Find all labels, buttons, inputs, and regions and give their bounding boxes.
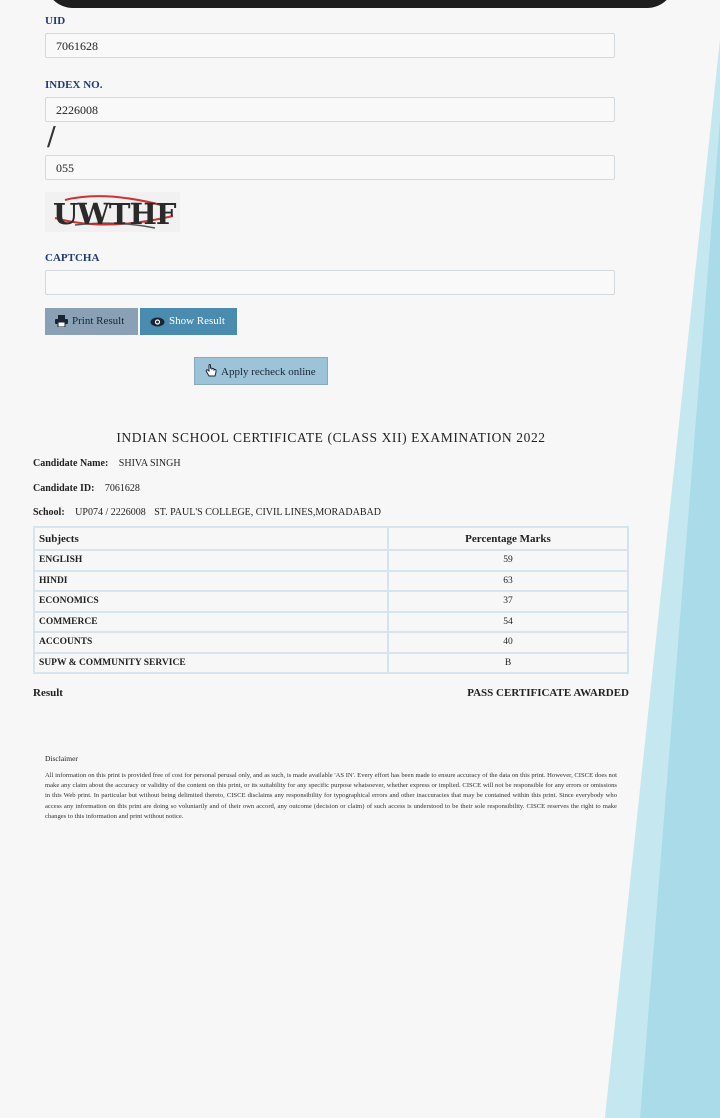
school-name: ST. PAUL'S COLLEGE, CIVIL LINES,MORADABAD xyxy=(154,507,381,518)
result-value: PASS CERTIFICATE AWARDED xyxy=(467,687,629,699)
exam-title: INDIAN SCHOOL CERTIFICATE (CLASS XII) EXAMINATION 2022 xyxy=(116,430,546,445)
candidate-id-row xyxy=(33,483,140,494)
table-row xyxy=(34,653,628,674)
print-result-button[interactable] xyxy=(45,308,138,335)
subject-cell: ECONOMICS xyxy=(34,591,388,612)
table-row xyxy=(34,591,628,612)
school-code: UP074 / 2226008 xyxy=(75,507,146,518)
index-label: INDEX NO. xyxy=(45,79,103,91)
marks-cell: 54 xyxy=(388,612,628,633)
marks-cell: 63 xyxy=(388,571,628,592)
marks-cell: 37 xyxy=(388,591,628,612)
table-row xyxy=(34,571,628,592)
subject-cell: HINDI xyxy=(34,571,388,592)
apply-recheck-button[interactable] xyxy=(194,357,328,385)
candidate-name-value: SHIVA SINGH xyxy=(118,458,181,469)
result-label: Result xyxy=(33,687,63,699)
marks-cell: B xyxy=(388,653,628,674)
candidate-name-label: Candidate Name: xyxy=(33,458,109,469)
index-separator: / xyxy=(47,122,56,152)
printer-icon xyxy=(55,315,68,327)
show-result-label: Show Result xyxy=(169,315,225,327)
table-row xyxy=(34,612,628,633)
table-row xyxy=(34,632,628,653)
apply-recheck-label: Apply recheck online xyxy=(221,366,316,378)
percentage-marks-header: Percentage Marks xyxy=(388,527,628,550)
hand-pointer-icon xyxy=(205,364,217,378)
captcha-input[interactable] xyxy=(45,270,615,295)
school-row xyxy=(33,507,381,518)
uid-label: UID xyxy=(45,15,66,27)
subject-cell: COMMERCE xyxy=(34,612,388,633)
captcha-glyphs: UWTHF xyxy=(53,197,176,231)
captcha-image xyxy=(45,192,180,232)
subjects-header: Subjects xyxy=(34,527,388,550)
subject-cell: SUPW & COMMUNITY SERVICE xyxy=(34,653,388,674)
index-suffix-input[interactable]: 055 xyxy=(45,155,615,180)
disclaimer-title: Disclaimer xyxy=(45,754,78,763)
table-header-row xyxy=(34,527,628,550)
subject-cell: ACCOUNTS xyxy=(34,632,388,653)
captcha-label: CAPTCHA xyxy=(45,252,100,264)
disclaimer-text: All information on this print is provided free of cost for personal perusal only, and as such, is made available 'AS IN'. Every effort has been made to ensure accuracy of the data on this print. However, CISCE does not make any claim about the accuracy or validity of the content on this print, or its suitability for any specific purpose whatsoever, whether express or implied. CISCE will not be responsible for any errors or omissions in this Web print. In particular but without being delimited thereto, CISCE disclaims any responsibility for typographical errors and other inaccuracies that may be contained within this print. Since everybody who access any information on this print are doing so voluntarily and of their own accord, any outcome (decision or claim) of such access is understood to be their sole responsibility. CISCE reserves the right to make changes to this information and print without notice. xyxy=(45,772,617,820)
uid-input[interactable]: 7061628 xyxy=(45,33,615,58)
marks-table xyxy=(33,526,629,674)
candidate-name-row xyxy=(33,458,181,469)
candidate-id-label: Candidate ID: xyxy=(33,483,95,494)
show-result-button[interactable] xyxy=(140,308,237,335)
header-bar xyxy=(45,0,675,8)
result-row xyxy=(33,687,629,699)
print-result-label: Print Result xyxy=(72,315,125,327)
subject-cell: ENGLISH xyxy=(34,550,388,571)
table-row xyxy=(34,550,628,571)
candidate-id-value: 7061628 xyxy=(104,483,140,494)
school-label: School: xyxy=(33,507,65,518)
eye-icon xyxy=(150,317,165,327)
index-number-input[interactable]: 2226008 xyxy=(45,97,615,122)
marks-cell: 40 xyxy=(388,632,628,653)
marks-cell: 59 xyxy=(388,550,628,571)
